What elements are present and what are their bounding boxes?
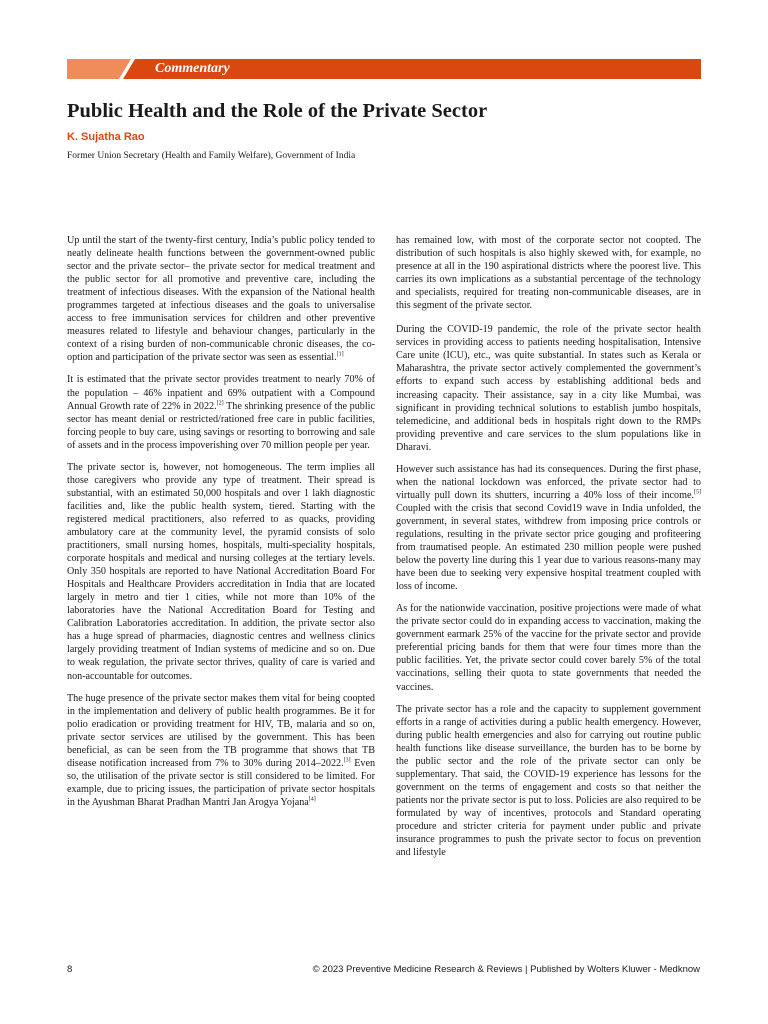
- section-banner: [67, 59, 701, 79]
- paragraph: has remained low, with most of the corporate sector not coopted. The distribution of such hospitals is also highly skewed with, for example, no presence at all in the 190 aspirational districts where the poorest live. This carries its own implications as a substantial percentage of the technology and specialists, required for treating non-communicable diseases, are in this segment of the private sector.: [396, 235, 701, 312]
- right-column: [396, 234, 701, 868]
- article-title: Public Health and the Role of the Private Sector: [67, 100, 488, 122]
- citation-ref[interactable]: [5]: [694, 489, 701, 496]
- author-affiliation: Former Union Secretary (Health and Family Welfare), Government of India: [67, 151, 356, 161]
- paragraph: As for the nationwide vaccination, positive projections were made of what the private sector could do in expanding access to vaccination, making the government earmark 25% of the vaccine for the private sector and provide preferential pricing bands for them that were four times more than the public facilities. Yet, the private sector could cover barely 5% of the total vaccinations, selling their quota to state governments that needed the vaccines.: [396, 603, 701, 693]
- paragraph: It is estimated that the private sector provides treatment to nearly 70% of the population – 46% inpatient and 69% outpatient with a Compound Annual Growth rate of 22% in 2022.[2] The shrinking presence of the public sector has meant denial or restricted/rationed free care in public facilities, forcing people to buy care, using savings or resorting to borrowing and sale of assets and in the process impoverishing over 70 million people per year.: [67, 374, 375, 451]
- paragraph: During the COVID-19 pandemic, the role of the private sector health services in providing access to patients needing hospitalisation, Intensive Care unite (ICU), etc., was quite substantial. In states such as Kerala or Maharashtra, the private sector actively complemented the government’s efforts to expand such access by establishing additional beds and increasing capacity. Their assistance, say in a city like Mumbai, was significant in providing technical solutions to establish jumbo hospitals, telemedicine, and additional beds in hospitals right down to the RMPs providing preventive and care services to the slum populations like in Dharavi.: [396, 324, 701, 453]
- paragraph: However such assistance has had its consequences. During the first phase, when the national lockdown was enforced, the private sector had to virtually pull down its shutters, incurring a 40% loss of their income.[5] Coupled with the crisis that second Covid19 wave in India unfolded, the government, in several states, withdrew from imposing price controls or regulations, resulting in the private sector price gouging and profiteering from traumatised people. An estimated 230 million people were pushed below the poverty line during this 1 year due to various reasons-many may have been due to seeking very expensive hospital treatment coupled with loss of income.: [396, 463, 701, 593]
- paragraph: The private sector is, however, not homogeneous. The term implies all those caregivers who provide any type of treatment. Their spread is substantial, with an estimated 50,000 hospitals and over 1 lakh diagnostic facilities and, like the public health system, tiered. Starting with the registered medical practitioners, also referred to as quacks, providing ambulatory care at the community level, the pyramid consists of solo practitioners, small nursing homes, hospitals, multi-speciality hospitals, corporate hospitals and medical and nursing colleges at the tertiary levels. Only 350 hospitals are reported to have National Accreditation Board For Hospitals and Healthcare Providers accreditation in India that are located largely in metro and tier 1 cities, while not more than 10% of the laboratories have the National Accreditation Board for Testing and Calibration Laboratories accreditation. In addition, the private sector also has a huge spread of pharmacies, diagnostic centres and wellness clinics largely providing treatment of Indian systems of medicine and so on. Due to weak regulation, the private sector thrives, quality of care is varied and non-accountable for outcomes.: [67, 461, 375, 682]
- paragraph: Up until the start of the twenty-first century, India’s public policy tended to neatly delineate health functions between the government-owned public sector and the private sector– the private sector for medical treatment and the public sector for all promotive and preventive care, including the treatment of infectious diseases. With the expansion of the National health programmes targeted at infectious diseases and the goals to universalise access to free immunisation services for children and other preventive measures related to lifestyle and behaviour changes, particularly in the context of a rising burden of non-communicable chronic diseases, the co-option and participation of the private sector was seen as essential.[1]: [67, 235, 375, 364]
- left-column: [67, 234, 375, 818]
- footer-copyright: © 2023 Preventive Medicine Research & Reviews | Published by Wolters Kluwer - Medknow: [312, 964, 700, 975]
- page-number: 8: [67, 964, 73, 975]
- section-label: Commentary: [155, 61, 230, 76]
- citation-ref[interactable]: [3]: [343, 757, 351, 764]
- paragraph: The huge presence of the private sector makes them vital for being coopted in the implementation and delivery of public health programmes. Be it for polio eradication or providing treatment for HIV, TB, malaria and so on, private sector services are utilised by the government. This has been beneficial, as can be seen from the TB programme that shows that TB disease notification increased from 7% to 30% during 2014–2022.[3] Even so, the utilisation of the private sector is still considered to be limited. For example, due to pricing issues, the participation of private sector hospitals in the Ayushman Bharat Pradhan Mantri Jan Arogya Yojana[4]: [67, 692, 376, 808]
- author-name: K. Sujatha Rao: [67, 131, 145, 143]
- paragraph: The private sector has a role and the capacity to supplement government efforts in a range of activities during a public health emergency. However, during public health emergencies and also for carrying out routine public health functions like disease surveillance, the burden has to be borne by the public sector and the role of the private sector can only be supplementary. That said, the COVID-19 experience has lessons for the government on the terms of engagement and costs so that neither the patients nor the private sector is put to loss. Policies are also required to be formulated by way of incentives, protocols and Standard operating procedure and stricter criteria for payment under public and private insurance programmes to push the private sector to focus on prevention and lifestyle: [396, 703, 701, 859]
- citation-ref[interactable]: [1]: [336, 352, 344, 359]
- citation-ref[interactable]: [4]: [308, 796, 316, 803]
- citation-ref[interactable]: [2]: [216, 400, 224, 407]
